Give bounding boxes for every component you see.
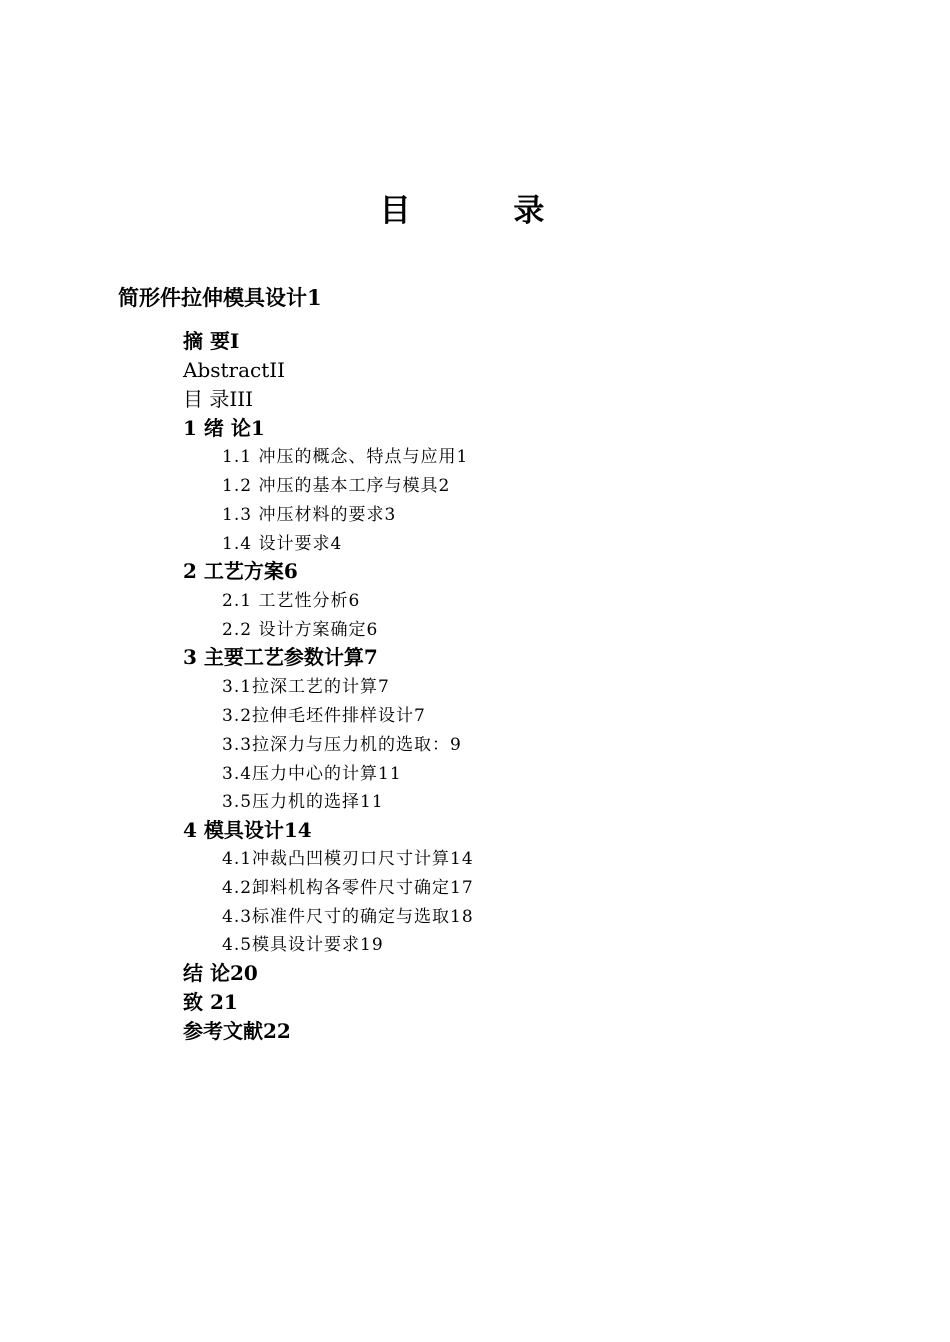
toc-entry-contents[interactable]: 目 录III	[183, 387, 254, 411]
toc-entry-section-2-1[interactable]: 2.1 工艺性分析6	[222, 591, 361, 611]
toc-entry-section-1-1[interactable]: 1.1 冲压的概念、特点与应用1	[222, 447, 469, 467]
toc-entry-abstract-en[interactable]: AbstractII	[183, 358, 286, 382]
toc-entry-section-1-3[interactable]: 1.3 冲压材料的要求3	[222, 505, 397, 525]
toc-entry-chapter-2[interactable]: 2 工艺方案6	[183, 559, 298, 583]
toc-entry-section-1-2[interactable]: 1.2 冲压的基本工序与模具2	[222, 476, 451, 496]
toc-entry-section-4-5[interactable]: 4.5模具设计要求19	[222, 935, 384, 955]
toc-entry-abstract-cn[interactable]: 摘 要I	[183, 329, 240, 353]
toc-entry-section-4-1[interactable]: 4.1冲裁凸凹模刃口尺寸计算14	[222, 849, 474, 869]
toc-entry-section-3-1[interactable]: 3.1拉深工艺的计算7	[222, 677, 390, 697]
toc-entry-section-3-2[interactable]: 3.2拉伸毛坯件排样设计7	[222, 706, 426, 726]
toc-entry-section-3-4[interactable]: 3.4压力中心的计算11	[222, 764, 402, 784]
toc-entry-section-1-4[interactable]: 1.4 设计要求4	[222, 534, 343, 554]
page-title: 目 录	[379, 193, 591, 229]
toc-entry-conclusion[interactable]: 结 论20	[183, 961, 258, 985]
toc-entry-section-4-3[interactable]: 4.3标准件尺寸的确定与选取18	[222, 907, 474, 927]
toc-entry-section-4-2[interactable]: 4.2卸料机构各零件尺寸确定17	[222, 878, 474, 898]
toc-entry-acknowledgements[interactable]: 致 21	[183, 990, 238, 1014]
toc-entry-section-3-3[interactable]: 3.3拉深力与压力机的选取：9	[222, 735, 462, 755]
toc-entry-section-3-5[interactable]: 3.5压力机的选择11	[222, 792, 384, 812]
toc-entry-references[interactable]: 参考文献22	[183, 1019, 291, 1043]
toc-entry-chapter-1[interactable]: 1 绪 论1	[183, 416, 265, 440]
toc-entry-document-title[interactable]: 简形件拉伸模具设计1	[118, 285, 322, 310]
toc-entry-chapter-3[interactable]: 3 主要工艺参数计算7	[183, 645, 378, 669]
toc-entry-section-2-2[interactable]: 2.2 设计方案确定6	[222, 620, 379, 640]
toc-entry-chapter-4[interactable]: 4 模具设计14	[183, 818, 312, 842]
